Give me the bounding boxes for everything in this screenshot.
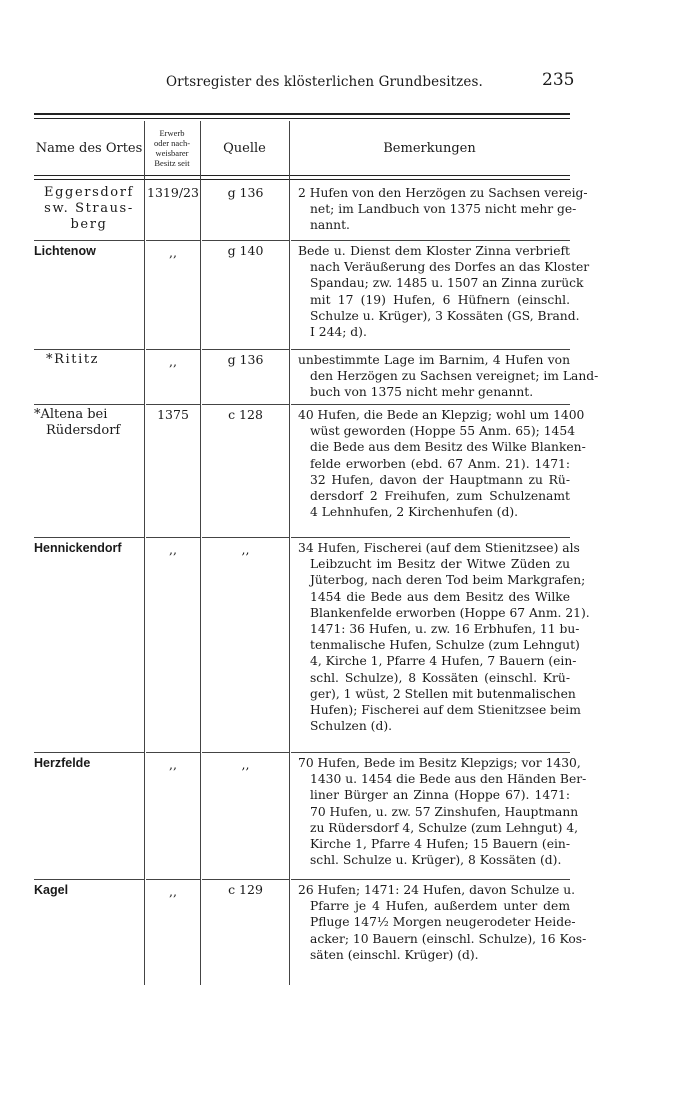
remarks-line: acker; 10 Bauern (einschl. Schulze), 16 Kos- bbox=[310, 931, 587, 946]
table-top-rule bbox=[34, 113, 570, 115]
remarks-line: 4 Lehnhufen, 2 Kirchenhufen (d). bbox=[310, 505, 519, 520]
row-divider bbox=[146, 537, 200, 538]
remarks-line: Pfluge 147½ Morgen neugerodeter Heide- bbox=[310, 915, 576, 930]
remarks-line: den Herzögen zu Sachsen vereignet; im Land- bbox=[310, 369, 599, 384]
remarks-line: 1430 u. 1454 die Bede aus den Händen Ber- bbox=[310, 772, 587, 787]
remarks-line: ger), 1 wüst, 2 Stellen mit butenmalischen bbox=[310, 686, 576, 701]
column-divider bbox=[200, 121, 201, 985]
remarks-line: Kirche 1, Pfarre 4 Hufen; 15 Bauern (ein- bbox=[310, 837, 570, 852]
row-divider bbox=[146, 404, 200, 405]
erwerb-value: 1319/23 bbox=[147, 185, 199, 200]
header-bottom-rule-thin bbox=[34, 179, 570, 180]
erwerb-value: ,, bbox=[169, 884, 177, 899]
remarks-line: unbestimmte Lage im Barnim, 4 Hufen von bbox=[298, 353, 570, 367]
place-name bbox=[34, 407, 144, 439]
remarks-line: Schulze u. Krüger), 3 Kossäten (GS, Brand. bbox=[310, 308, 580, 323]
erwerb-value: ,, bbox=[169, 354, 177, 369]
remarks-line: 70 Hufen, u. zw. 57 Zinshufen, Hauptmann bbox=[310, 804, 579, 819]
remarks-line: Spandau; zw. 1485 u. 1507 an Zinna zurück bbox=[310, 276, 584, 291]
remarks-line: säten (einschl. Krüger) (d). bbox=[310, 947, 479, 962]
row-divider bbox=[202, 879, 289, 880]
row-divider bbox=[291, 879, 570, 880]
remarks bbox=[298, 352, 599, 401]
quelle-value: g 136 bbox=[227, 185, 264, 200]
remarks-line: buch von 1375 nicht mehr genannt. bbox=[310, 385, 534, 400]
column-header-quelle: Quelle bbox=[223, 140, 266, 156]
row-divider bbox=[291, 537, 570, 538]
remarks-line: zu Rüdersdorf 4, Schulze (zum Lehngut) 4, bbox=[310, 820, 579, 835]
remarks-line: Hufen); Fischerei auf dem Stienitzsee beim bbox=[310, 703, 581, 718]
quelle-value: c 129 bbox=[228, 882, 263, 897]
row-divider bbox=[146, 240, 200, 241]
page-number: 235 bbox=[542, 70, 575, 90]
header-bottom-rule bbox=[34, 175, 570, 176]
place-line: Lichtenow bbox=[34, 244, 96, 258]
remarks-line: Blankenfelde erworben (Hoppe 67 Anm. 21). bbox=[310, 605, 590, 620]
remarks-line: 4, Kirche 1, Pfarre 4 Hufen, 7 Bauern (ein- bbox=[310, 654, 577, 669]
place-line: berg bbox=[70, 217, 108, 233]
remarks-line: 40 Hufen, die Bede an Klepzig; wohl um 1400 bbox=[298, 408, 585, 422]
remarks-line: Schulzen (d). bbox=[310, 719, 393, 734]
remarks-line: 34 Hufen, Fischerei (auf dem Stienitzsee) als bbox=[298, 541, 580, 555]
remarks-line: dersdorf 2 Freihufen, zum Schulzenamt bbox=[310, 489, 570, 504]
column-divider bbox=[144, 121, 145, 985]
row-divider bbox=[291, 404, 570, 405]
quelle-value: ,, bbox=[241, 542, 250, 557]
place-line: Kagel bbox=[34, 883, 69, 897]
place-line: *Rititz bbox=[46, 352, 100, 367]
remarks-line: die Bede aus dem Besitz des Wilke Blanken- bbox=[310, 440, 586, 455]
place-name bbox=[34, 882, 144, 898]
column-header-erwerb-line: oder nach- bbox=[153, 138, 191, 148]
remarks bbox=[298, 882, 587, 963]
erwerb-value: ,, bbox=[169, 245, 177, 260]
quelle-value: g 140 bbox=[227, 243, 264, 258]
place-line: Herzfelde bbox=[34, 756, 91, 770]
remarks-line: mit 17 (19) Hufen, 6 Hüfnern (einschl. bbox=[310, 292, 570, 307]
remarks bbox=[298, 540, 590, 734]
remarks-line: I 244; d). bbox=[310, 325, 367, 340]
place-name bbox=[34, 352, 156, 368]
place-name bbox=[34, 755, 144, 771]
remarks-line: tenmalische Hufen, Schulze (zum Lehngut) bbox=[310, 638, 580, 653]
remarks-line: 1471: 36 Hufen, u. zw. 16 Erbhufen, 11 bu- bbox=[310, 622, 580, 637]
row-divider bbox=[291, 752, 570, 753]
remarks-line: 26 Hufen; 1471: 24 Hufen, davon Schulze u. bbox=[298, 883, 576, 897]
remarks-line: net; im Landbuch von 1375 nicht mehr ge- bbox=[310, 202, 577, 217]
row-divider bbox=[146, 349, 200, 350]
place-name bbox=[34, 243, 144, 259]
remarks-line: 1454 die Bede aus dem Besitz des Wilke bbox=[310, 589, 570, 604]
remarks bbox=[298, 243, 590, 340]
column-divider bbox=[289, 121, 290, 985]
table-top-rule-thin bbox=[34, 118, 570, 119]
remarks-line: nannt. bbox=[310, 218, 350, 233]
row-divider bbox=[291, 349, 570, 350]
place-name bbox=[34, 540, 144, 556]
row-divider bbox=[202, 349, 289, 350]
row-divider bbox=[146, 879, 200, 880]
quelle-value: ,, bbox=[241, 757, 250, 772]
running-head bbox=[0, 70, 700, 94]
remarks-line: 2 Hufen von den Herzögen zu Sachsen vereig- bbox=[298, 186, 588, 200]
place-line: *Altena bei bbox=[34, 407, 108, 422]
remarks-line: nach Veräußerung des Dorfes an das Kloster bbox=[310, 260, 590, 275]
row-divider bbox=[34, 349, 144, 350]
row-divider bbox=[34, 879, 144, 880]
remarks-line: wüst geworden (Hoppe 55 Anm. 65); 1454 bbox=[310, 424, 576, 439]
place-line: Rüdersdorf bbox=[46, 423, 121, 439]
place-name bbox=[34, 185, 144, 234]
column-header-erwerb-line: Erwerb bbox=[159, 128, 185, 138]
place-line: Hennickendorf bbox=[34, 541, 122, 555]
remarks-line: schl. Schulze u. Krüger), 8 Kossäten (d). bbox=[310, 853, 562, 868]
remarks-line: Bede u. Dienst dem Kloster Zinna verbrieft bbox=[298, 244, 570, 258]
column-header-erwerb bbox=[144, 121, 200, 175]
column-header-erwerb-line: weisbarer bbox=[155, 148, 189, 158]
remarks-line: schl. Schulze), 8 Kossäten (einschl. Krü- bbox=[310, 670, 570, 685]
erwerb-value: 1375 bbox=[157, 407, 189, 422]
remarks-line: Pfarre je 4 Hufen, außerdem unter dem bbox=[310, 899, 570, 914]
row-divider bbox=[291, 240, 570, 241]
column-header-bemerkungen: Bemerkungen bbox=[383, 140, 476, 156]
row-divider bbox=[202, 404, 289, 405]
place-line: Eggersdorf bbox=[44, 185, 134, 200]
row-divider bbox=[202, 752, 289, 753]
quelle-value: c 128 bbox=[228, 407, 263, 422]
quelle-value: g 136 bbox=[227, 352, 264, 367]
remarks-line: liner Bürger an Zinna (Hoppe 67). 1471: bbox=[310, 788, 570, 803]
row-divider bbox=[146, 752, 200, 753]
remarks-line: 32 Hufen, davon der Hauptmann zu Rü- bbox=[310, 472, 570, 487]
column-header-name: Name des Ortes bbox=[35, 140, 143, 156]
row-divider bbox=[34, 537, 144, 538]
row-divider bbox=[202, 537, 289, 538]
row-divider bbox=[34, 404, 144, 405]
remarks bbox=[298, 185, 588, 234]
remarks-line: Leibzucht im Besitz der Witwe Züden zu bbox=[310, 557, 570, 572]
remarks-line: felde erworben (ebd. 67 Anm. 21). 1471: bbox=[310, 456, 570, 471]
remarks bbox=[298, 407, 586, 520]
row-divider bbox=[34, 240, 144, 241]
remarks bbox=[298, 755, 587, 868]
running-title: Ortsregister des klösterlichen Grundbesitzes. bbox=[166, 74, 483, 90]
erwerb-value: ,, bbox=[169, 757, 177, 772]
row-divider bbox=[202, 240, 289, 241]
erwerb-value: ,, bbox=[169, 542, 177, 557]
place-line: sw. Straus- bbox=[44, 201, 134, 217]
remarks-line: 70 Hufen, Bede im Besitz Klepzigs; vor 1430, bbox=[298, 756, 581, 770]
row-divider bbox=[34, 752, 144, 753]
remarks-line: Jüterbog, nach deren Tod beim Markgrafen; bbox=[310, 573, 586, 588]
column-header-erwerb-line: Besitz seit bbox=[154, 158, 190, 168]
